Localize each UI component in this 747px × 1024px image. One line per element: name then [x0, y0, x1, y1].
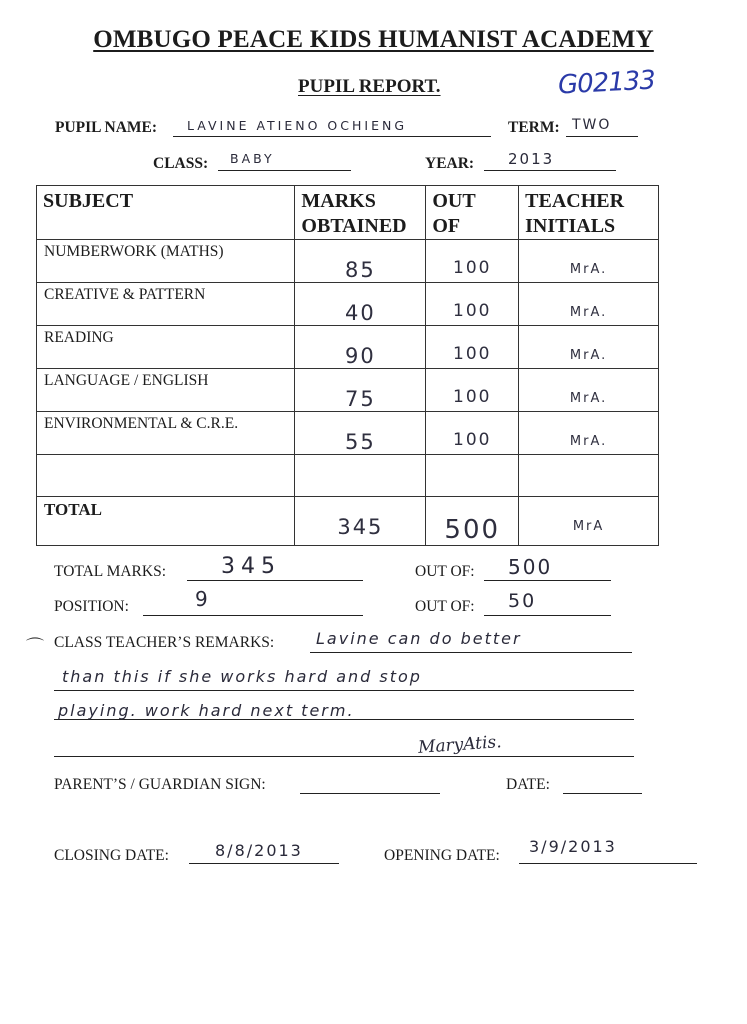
year-label: YEAR: [425, 155, 475, 172]
year-field [484, 150, 616, 171]
initials-cell: MrA. [519, 412, 659, 455]
total-marks-cell: 345 [295, 497, 426, 546]
table-row [37, 412, 659, 455]
class-field [218, 150, 351, 171]
closing-date-field [189, 843, 339, 864]
subject-cell: LANGUAGE / ENGLISH [37, 369, 295, 412]
marks-table [36, 185, 659, 546]
remarks-line-2 [54, 690, 634, 691]
position-field [143, 587, 363, 616]
report-title: PUPIL REPORT. [298, 76, 441, 97]
term-label: TERM: [508, 119, 560, 136]
school-name: OMBUGO PEACE KIDS HUMANIST ACADEMY [93, 26, 654, 53]
out-of-label: OUT OF: [415, 563, 475, 580]
subject-header: SUBJECT [37, 186, 295, 240]
remarks-line-1 [310, 652, 632, 653]
teacher-signature: MaryAtis. [417, 732, 503, 758]
term-field [566, 116, 638, 137]
initials-cell: MrA. [519, 326, 659, 369]
year-value: 2013 [508, 150, 555, 168]
parent-sign-field [300, 773, 440, 794]
table-row [37, 369, 659, 412]
out-of-cell: 100 [426, 240, 519, 283]
out-of-cell: 100 [426, 369, 519, 412]
out-of-label: OUT OF: [415, 598, 475, 615]
total-row [37, 497, 659, 546]
initials-cell: MrA. [519, 283, 659, 326]
total-label: TOTAL [37, 497, 295, 546]
remarks-text-1: Lavine can do better [316, 629, 522, 648]
marks-cell: 85 [295, 240, 426, 283]
total-marks-field [187, 554, 363, 581]
opening-date-label: OPENING DATE: [384, 847, 500, 864]
pupil-name-value: LAVINE ATIENO OCHIENG [187, 118, 408, 133]
teacher-initials-header: TEACHER INITIALS [519, 186, 659, 240]
pupil-name-field [173, 116, 491, 137]
out-of-value: 50 [508, 590, 537, 612]
out-of-header: OUT OF [426, 186, 519, 240]
total-initials-cell: MrA [519, 497, 659, 546]
remarks-text-3: playing. work hard next term. [58, 701, 355, 720]
subject-cell: ENVIRONMENTAL & C.R.E. [37, 412, 295, 455]
opening-date-field [519, 837, 697, 864]
serial-number: G02133 [557, 65, 656, 101]
class-label: CLASS: [153, 155, 209, 172]
marks-cell: 75 [295, 369, 426, 412]
date-field [563, 773, 642, 794]
class-value: BABY [230, 151, 275, 166]
date-label: DATE: [506, 776, 550, 793]
table-row [37, 283, 659, 326]
marks-cell: 55 [295, 412, 426, 455]
table-row-empty [37, 455, 659, 497]
out-of-cell: 100 [426, 283, 519, 326]
marks-cell: 40 [295, 283, 426, 326]
remarks-label: CLASS TEACHER’S REMARKS: [54, 634, 275, 651]
total-out-of-cell: 500 [426, 497, 519, 546]
out-of-field [484, 590, 611, 616]
out-of-field [484, 555, 611, 581]
subject-cell: CREATIVE & PATTERN [37, 283, 295, 326]
pencil-tick-icon: ⌒ [26, 637, 44, 657]
initials-cell: MrA. [519, 240, 659, 283]
subject-cell: READING [37, 326, 295, 369]
term-value: TWO [572, 117, 612, 133]
position-value: 9 [195, 587, 210, 611]
subject-cell: NUMBERWORK (MATHS) [37, 240, 295, 283]
table-row [37, 326, 659, 369]
total-marks-label: TOTAL MARKS: [54, 563, 167, 580]
total-marks-value: 345 [221, 554, 281, 579]
position-label: POSITION: [54, 598, 129, 615]
table-header-row [37, 186, 659, 240]
pupil-name-label: PUPIL NAME: [55, 119, 158, 136]
parent-sign-label: PARENT’S / GUARDIAN SIGN: [54, 776, 266, 793]
closing-date-value: 8/8/2013 [215, 841, 303, 860]
remarks-line-4 [54, 756, 634, 757]
remarks-text-2: than this if she works hard and stop [62, 667, 422, 686]
initials-cell: MrA. [519, 369, 659, 412]
out-of-cell: 100 [426, 412, 519, 455]
marks-cell: 90 [295, 326, 426, 369]
closing-date-label: CLOSING DATE: [54, 847, 169, 864]
marks-header: MARKS OBTAINED [295, 186, 426, 240]
table-row [37, 240, 659, 283]
out-of-cell: 100 [426, 326, 519, 369]
out-of-value: 500 [508, 555, 553, 579]
opening-date-value: 3/9/2013 [529, 837, 617, 856]
